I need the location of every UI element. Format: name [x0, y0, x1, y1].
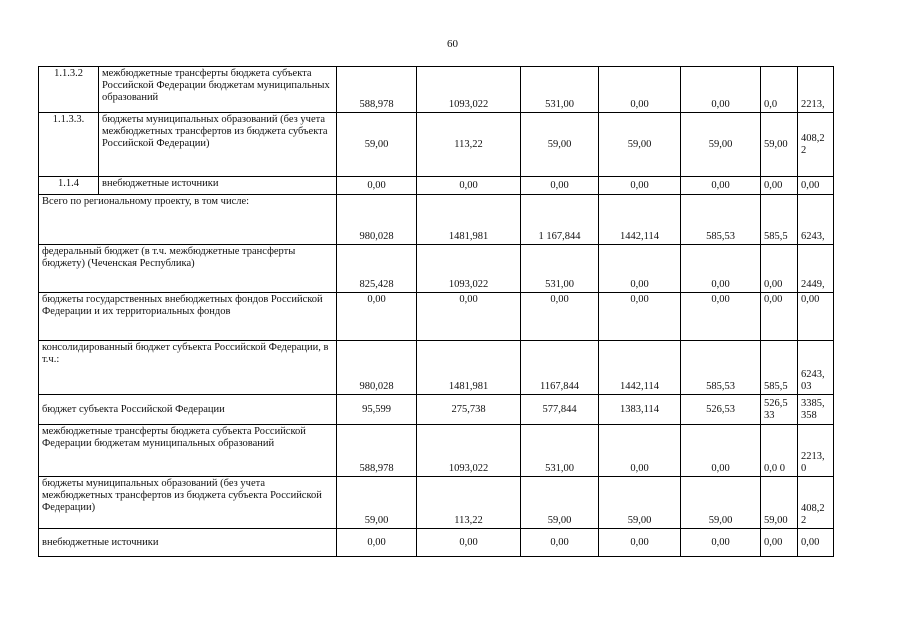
value-cell: 2213,: [798, 67, 834, 113]
value-cell: 1481,981: [417, 341, 521, 395]
value-cell: 59,00: [521, 477, 599, 529]
value-cell: 1383,114: [599, 395, 681, 425]
table-row: [39, 341, 834, 395]
value-cell: 0,00: [681, 245, 761, 293]
value-cell: 59,00: [337, 477, 417, 529]
value-cell: 0,00: [798, 529, 834, 557]
table-row: [39, 293, 834, 341]
value-cell: 1481,981: [417, 195, 521, 245]
value-cell: 3385, 358: [798, 395, 834, 425]
value-cell: 0,00: [761, 245, 798, 293]
value-cell: 1093,022: [417, 425, 521, 477]
value-cell: 59,00: [521, 113, 599, 177]
row-name: бюджеты муниципальных образований (без учета межбюджетных трансфертов из бюджета субъекта Российской Федерации): [99, 113, 337, 177]
value-cell: 0,0: [761, 67, 798, 113]
value-cell: 6243, 03: [798, 341, 834, 395]
value-cell: 59,00: [681, 113, 761, 177]
value-cell: 980,028: [337, 195, 417, 245]
value-cell: 526,5 33: [761, 395, 798, 425]
value-cell: 0,00: [337, 293, 417, 341]
value-cell: 0,00: [681, 293, 761, 341]
row-name: Всего по региональному проекту, в том числе:: [39, 195, 337, 245]
value-cell: 59,00: [599, 113, 681, 177]
value-cell: 95,599: [337, 395, 417, 425]
value-cell: 0,00: [417, 293, 521, 341]
value-cell: 588,978: [337, 425, 417, 477]
value-cell: 0,00: [417, 529, 521, 557]
value-cell: 0,00: [798, 293, 834, 341]
row-name: внебюджетные источники: [39, 529, 337, 557]
row-name: бюджет субъекта Российской Федерации: [39, 395, 337, 425]
row-name: бюджеты муниципальных образований (без учета межбюджетных трансфертов из бюджета субъекта Российской Федерации): [39, 477, 337, 529]
value-cell: 0,00: [681, 177, 761, 195]
value-cell: 0,0 0: [761, 425, 798, 477]
value-cell: 0,00: [681, 529, 761, 557]
value-cell: 0,00: [761, 293, 798, 341]
value-cell: 1 167,844: [521, 195, 599, 245]
value-cell: 825,428: [337, 245, 417, 293]
value-cell: 0,00: [521, 293, 599, 341]
row-name: консолидированный бюджет субъекта Российской Федерации, в т.ч.:: [39, 341, 337, 395]
value-cell: 0,00: [681, 425, 761, 477]
value-cell: 1167,844: [521, 341, 599, 395]
value-cell: 0,00: [337, 177, 417, 195]
row-code: 1.1.3.2: [39, 67, 99, 113]
value-cell: 2449,: [798, 245, 834, 293]
value-cell: 0,00: [599, 425, 681, 477]
table-row: [39, 67, 834, 113]
value-cell: 531,00: [521, 67, 599, 113]
table-row: [39, 477, 834, 529]
value-cell: 585,5: [761, 195, 798, 245]
value-cell: 275,738: [417, 395, 521, 425]
row-name: внебюджетные источники: [99, 177, 337, 195]
row-name: федеральный бюджет (в т.ч. межбюджетные трансферты бюджету) (Чеченская Республика): [39, 245, 337, 293]
value-cell: 531,00: [521, 245, 599, 293]
value-cell: 113,22: [417, 113, 521, 177]
row-code: 1.1.3.3.: [39, 113, 99, 177]
value-cell: 0,00: [798, 177, 834, 195]
value-cell: 585,5: [761, 341, 798, 395]
value-cell: 113,22: [417, 477, 521, 529]
value-cell: 0,00: [417, 177, 521, 195]
value-cell: 0,00: [599, 245, 681, 293]
value-cell: 408,2 2: [798, 477, 834, 529]
value-cell: 1442,114: [599, 341, 681, 395]
value-cell: 0,00: [681, 67, 761, 113]
value-cell: 585,53: [681, 341, 761, 395]
row-name: бюджеты государственных внебюджетных фондов Российской Федерации и их территориальных фондов: [39, 293, 337, 341]
table-row: [39, 195, 834, 245]
value-cell: 2213, 0: [798, 425, 834, 477]
value-cell: 0,00: [599, 529, 681, 557]
value-cell: 0,00: [337, 529, 417, 557]
value-cell: 0,00: [521, 177, 599, 195]
value-cell: 59,00: [599, 477, 681, 529]
table-row: [39, 529, 834, 557]
budget-table: [38, 66, 834, 557]
value-cell: 59,00: [681, 477, 761, 529]
page-number: 60: [447, 38, 458, 50]
table-row: [39, 395, 834, 425]
table-row: [39, 113, 834, 177]
value-cell: 526,53: [681, 395, 761, 425]
row-name: межбюджетные трансферты бюджета субъекта Российской Федерации бюджетам муниципальных образований: [99, 67, 337, 113]
value-cell: 980,028: [337, 341, 417, 395]
value-cell: 588,978: [337, 67, 417, 113]
value-cell: 6243,: [798, 195, 834, 245]
value-cell: 0,00: [599, 293, 681, 341]
table-row: [39, 245, 834, 293]
value-cell: 59,00: [337, 113, 417, 177]
value-cell: 408,2 2: [798, 113, 834, 177]
table-row: [39, 177, 834, 195]
value-cell: 585,53: [681, 195, 761, 245]
row-code: 1.1.4: [39, 177, 99, 195]
value-cell: 0,00: [599, 67, 681, 113]
value-cell: 59,00: [761, 113, 798, 177]
value-cell: 577,844: [521, 395, 599, 425]
value-cell: 0,00: [599, 177, 681, 195]
table-row: [39, 425, 834, 477]
value-cell: 0,00: [761, 529, 798, 557]
row-name: межбюджетные трансферты бюджета субъекта Российской Федерации бюджетам муниципальных образований: [39, 425, 337, 477]
value-cell: 1093,022: [417, 245, 521, 293]
value-cell: 0,00: [521, 529, 599, 557]
value-cell: 0,00: [761, 177, 798, 195]
value-cell: 1442,114: [599, 195, 681, 245]
value-cell: 59,00: [761, 477, 798, 529]
value-cell: 531,00: [521, 425, 599, 477]
value-cell: 1093,022: [417, 67, 521, 113]
